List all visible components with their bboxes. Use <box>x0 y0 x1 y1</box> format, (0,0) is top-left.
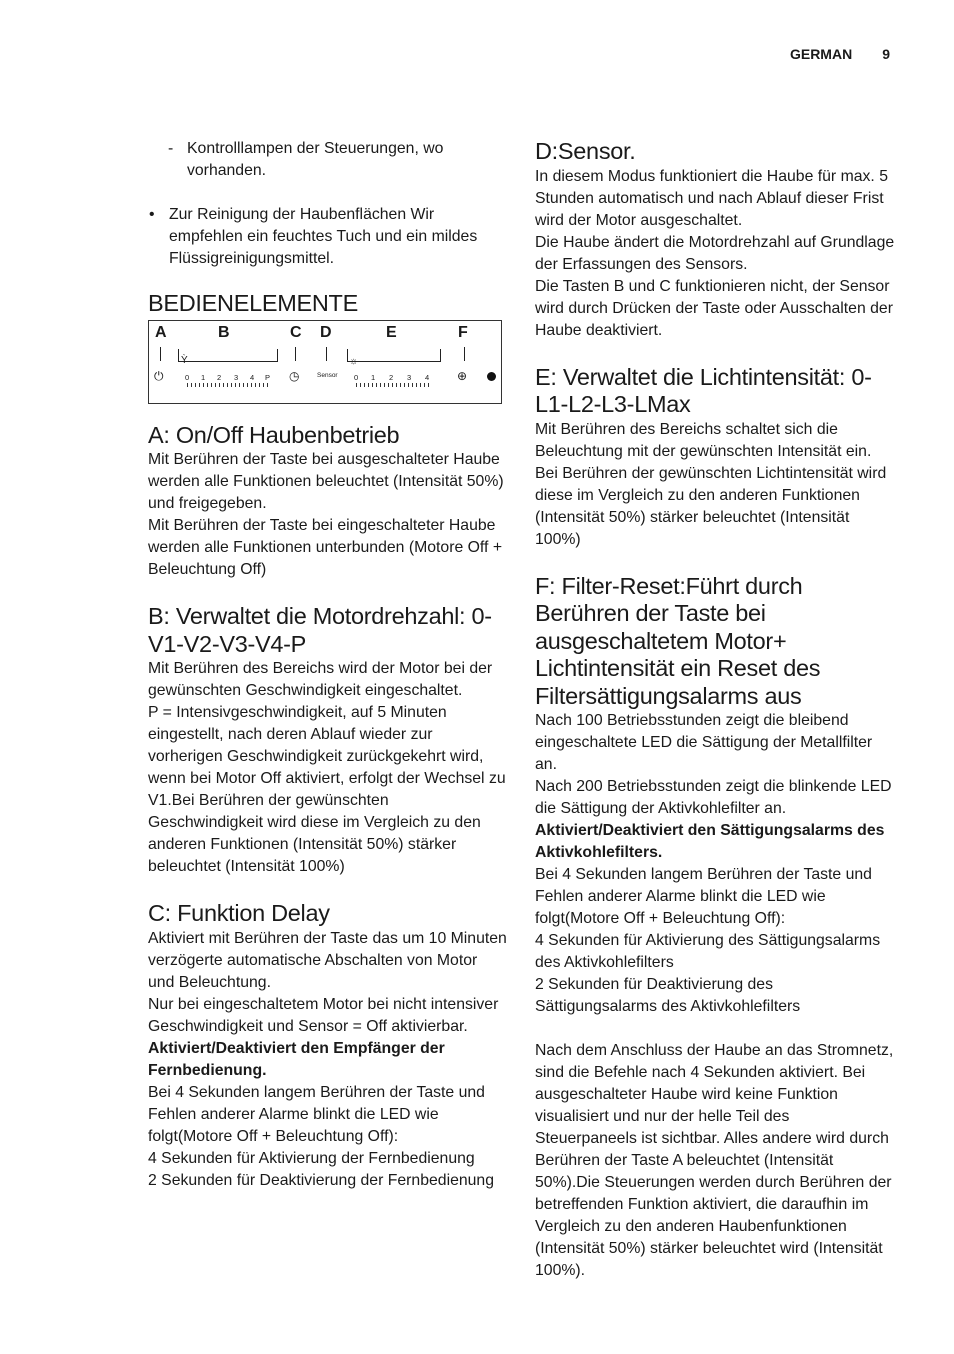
list-item-text: Zur Reinigung der Haubenflächen Wir empfehlen ein feuchtes Tuch und ein mildes Flüssigreinigungsmittel. <box>169 206 478 267</box>
tick-d <box>326 347 327 361</box>
paragraph: 4 Sekunden für Aktivierung der Fernbedienung <box>148 1149 475 1167</box>
paragraph: Aktiviert mit Berühren der Taste das um 10 Minuten verzögerte automatische Abschalten von Motor und Beleuchtung. <box>148 929 507 991</box>
section-d <box>535 138 895 342</box>
paragraph: Mit Berühren der Taste bei ausgeschalteter Haube werden alle Funktionen beleuchtet (Intensität 50%) und freigegeben. <box>148 451 504 512</box>
paragraph: Die Haube ändert die Motordrehzahl auf Grundlage der Erfassungen des Sensors. <box>535 233 895 273</box>
paragraph: 2 Sekunden für Deaktivierung der Fernbedienung <box>148 1171 495 1189</box>
bold-paragraph: Aktiviert/Deaktiviert den Empfänger der Fernbedienung. <box>148 1039 445 1079</box>
led-dot-icon <box>487 372 496 381</box>
panel-title: BEDIENELEMENTE <box>148 290 358 316</box>
control-panel-figure <box>148 320 508 404</box>
bracket-b <box>178 349 278 362</box>
speed-scale-1[interactable]: 1 <box>201 372 206 382</box>
paragraph: Mit Berühren des Bereichs wird der Motor bei der gewünschten Geschwindigkeit eingeschaltet. <box>148 660 493 699</box>
section-title: D:Sensor. <box>535 138 636 164</box>
paragraph: Die Tasten B und C funktionieren nicht, der Sensor wird durch Drücken der Taste oder Ausschalten der Haube deaktiviert. <box>535 277 893 339</box>
control-panel <box>148 320 502 404</box>
paragraph: In diesem Modus funktioniert die Haube für max. 5 Stunden automatisch und nach Ablauf dieser Frist wird der Motor ausgeschaltet. <box>535 167 888 229</box>
page-header <box>790 46 890 62</box>
section-title: A: On/Off Haubenbetrieb <box>148 421 400 448</box>
paragraph: Bei Berühren der gewünschten Lichtintensität wird diese im Vergleich zu den anderen Funktionen (Intensität 50%) stärker beleuchtet (Intensität 100%) <box>535 464 887 548</box>
bracket-e <box>347 349 441 362</box>
light-scale-3[interactable]: 3 <box>407 372 412 382</box>
panel-label-e: E <box>386 323 397 341</box>
section-title: C: Funktion Delay <box>148 900 330 926</box>
list-item-text: Kontrolllampen der Steuerungen, wo vorhanden. <box>187 140 444 179</box>
speed-scale-3[interactable]: 3 <box>234 372 239 382</box>
sensor-label[interactable]: Sensor <box>317 371 338 379</box>
section-e <box>535 364 895 551</box>
section-title: B: Verwaltet die Motordrehzahl: 0-V1-V2-V3-V4-P <box>148 603 492 657</box>
list-item <box>148 204 508 270</box>
paragraph: Nur bei eingeschaltetem Motor bei nicht intensiver Geschwindigkeit und Sensor = Off aktivierbar. <box>148 995 499 1035</box>
list-item <box>148 138 508 182</box>
paragraph: Bei 4 Sekunden langem Berühren der Taste und Fehlen anderer Alarme blinkt die LED wie folgt(Motore Off + Beleuchtung Off): <box>148 1083 485 1145</box>
light-scale-0[interactable]: 0 <box>354 372 359 382</box>
language-label: GERMAN <box>789 46 853 62</box>
panel-label-d: D <box>320 323 332 341</box>
speed-scale-4[interactable]: 4 <box>250 372 255 382</box>
bold-paragraph: Aktiviert/Deaktiviert den Sättigungsalarms des Aktivkohlefilters. <box>535 822 885 861</box>
section-a <box>148 422 508 582</box>
left-column <box>148 138 508 1214</box>
paragraph: Mit Berühren des Bereichs schaltet sich die Beleuchtung mit der gewünschten Intensität ein. <box>535 420 872 460</box>
light-scale-1[interactable]: 1 <box>371 372 376 382</box>
light-scale-2[interactable]: 2 <box>389 372 394 382</box>
spacer <box>535 1018 895 1040</box>
section-b <box>148 603 508 878</box>
timer-icon[interactable]: ◷ <box>289 368 300 383</box>
light-scale-4[interactable]: 4 <box>425 372 430 382</box>
paragraph: 4 Sekunden für Aktivierung des Sättigungsalarms des Aktivkohlefilters <box>535 932 881 971</box>
fan-icon: Ỳ <box>181 354 188 366</box>
speed-scale-2[interactable]: 2 <box>217 372 222 382</box>
paragraph: Nach dem Anschluss der Haube an das Stromnetz, sind die Befehle nach 4 Sekunden aktiviert. Bei ausgeschalteter Haube wird keine Funktion visualisiert und nur der helle Teil des Steuerpaneels ist sichtbar. Alles andere wird durch Berühren der Taste A beleuchtet (Intensität 50%).Die Steuerungen werden durch Berühren der betreffenden Funktion aktiviert, die daraufhin im Vergleich zu den anderen Haubenfunktionen (Intensität 50%) stärker beleuchtet wird (Intensität 100%). <box>535 1042 894 1279</box>
section-f <box>535 573 895 1283</box>
panel-label-f: F <box>458 323 468 341</box>
right-column <box>535 138 895 1304</box>
paragraph: Bei 4 Sekunden langem Berühren der Taste und Fehlen anderer Alarme blinkt die LED wie folgt(Motore Off + Beleuchtung Off): <box>535 866 872 927</box>
page-number: 9 <box>882 46 890 62</box>
panel-label-b: B <box>218 323 230 341</box>
speed-scale-0[interactable]: 0 <box>185 372 190 382</box>
tick-f <box>464 347 465 361</box>
speed-scale-p[interactable]: P <box>265 372 271 382</box>
paragraph: Nach 100 Betriebsstunden zeigt die bleibend eingeschaltete LED die Sättigung der Metallfilter an. <box>535 712 873 773</box>
section-title: F: Filter-Reset:Führt durch Berühren der Taste bei ausgeschaltetem Motor+ Lichtintensität ein Reset des Filtersättigungsalarms aus <box>535 572 821 709</box>
paragraph: Mit Berühren der Taste bei eingeschalteter Haube werden alle Funktionen unterbunden (Motore Off + Beleuchtung Off) <box>148 517 503 578</box>
panel-label-a: A <box>155 323 167 341</box>
paragraph: P = Intensivgeschwindigkeit, auf 5 Minuten eingestellt, nach deren Ablauf wieder zur vorherigen Geschwindigkeit zurückgekehrt wird, wenn bei Motor Off aktiviert, erfolgt der Wechsel zu V1.Bei Berühren der gewünschten Geschwindigkeit wird diese im Vergleich zu den anderen Funktionen (Intensität 50%) stärker beleuchtet (Intensität 100%) <box>148 704 506 875</box>
filter-grid-icon[interactable]: ⊕ <box>457 368 468 383</box>
paragraph: 2 Sekunden für Deaktivierung des Sättigungsalarms des Aktivkohlefilters <box>535 976 801 1015</box>
tick-a <box>160 347 161 361</box>
power-icon[interactable]: ⏻ <box>154 368 164 383</box>
dash-marker: - <box>168 140 174 157</box>
speed-scale-bar[interactable] <box>187 383 269 387</box>
bullet-marker: • <box>149 206 155 223</box>
light-icon: ☼ <box>349 355 359 367</box>
panel-label-c: C <box>290 323 302 341</box>
section-title: E: Verwaltet die Lichtintensität: 0-L1-L2-L3-LMax <box>535 363 872 417</box>
light-scale-bar[interactable] <box>356 383 430 387</box>
section-c <box>148 900 508 1192</box>
tick-c <box>295 347 296 361</box>
paragraph: Nach 200 Betriebsstunden zeigt die blinkende LED die Sättigung der Aktivkohlefilter an. <box>535 778 892 817</box>
